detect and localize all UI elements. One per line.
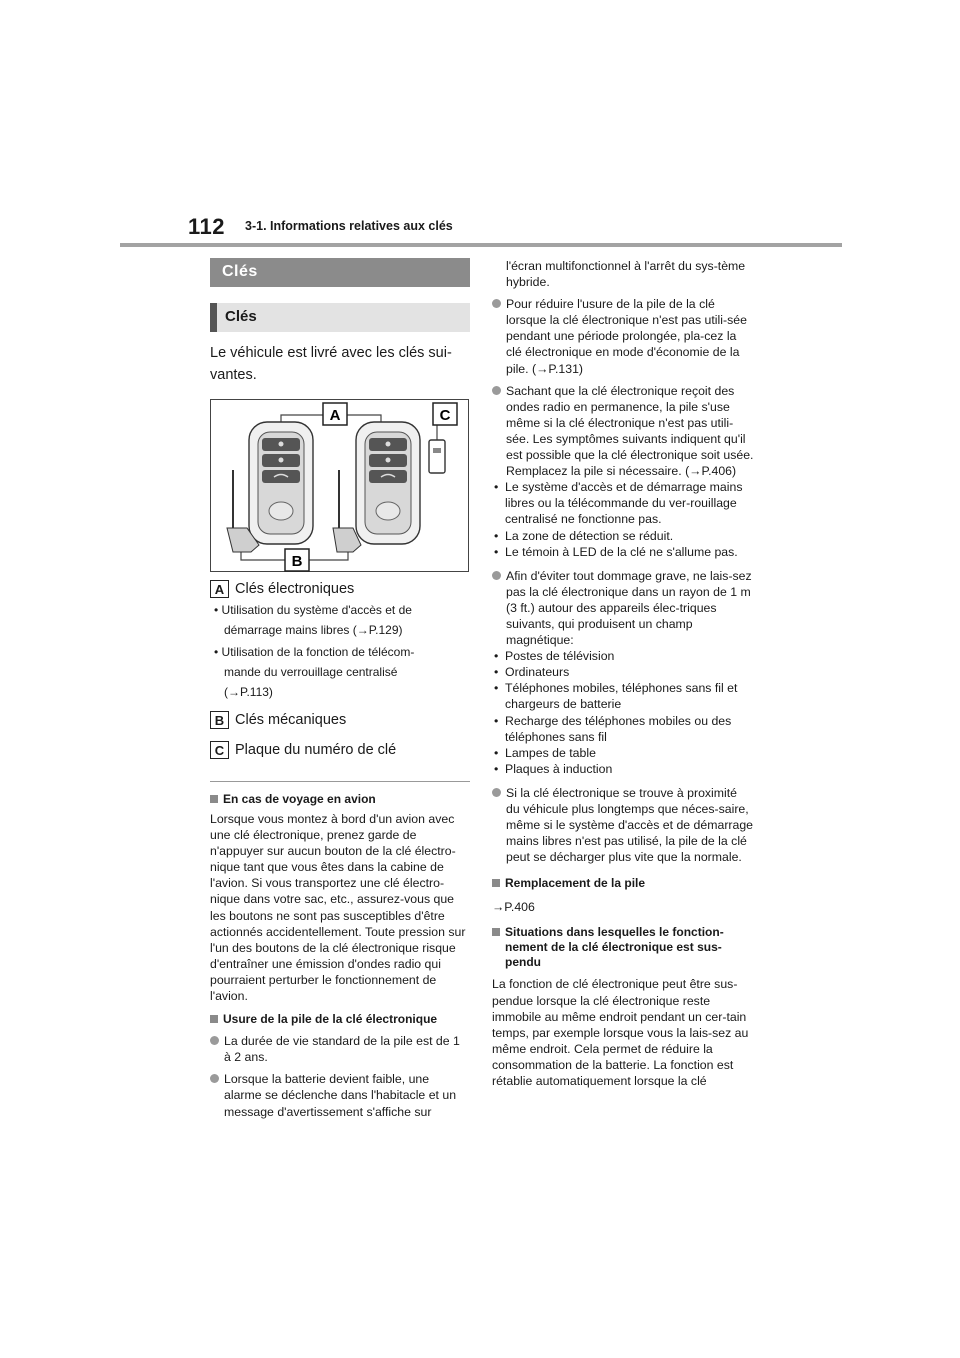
legend-item-c: [210, 741, 470, 759]
square-marker-icon: [492, 928, 500, 936]
battery-bullet-2: [210, 1071, 470, 1119]
battery-bullet-1: [210, 1033, 470, 1065]
square-marker-icon: [210, 1015, 218, 1023]
legend-label-c: Plaque du numéro de clé: [235, 742, 397, 758]
bullet-radio-waves: [492, 383, 754, 480]
bullet-dot-icon: [492, 299, 501, 308]
list-item: • Le système d'accès et de démarrage mains libres ou la télécommande du ver-rouillage centralisé ne fonctionne pas.: [492, 479, 754, 527]
chapter-title: 3-1. Informations relatives aux clés: [245, 219, 453, 233]
suspend-text: La fonction de clé électronique peut être sus-pendue lorsque la clé électronique reste immobile au même endroit pendant un cer-tain temps, par exemple lorsque vous la lais-sez au même endroit. Cela permet de réduire la consommation de la batterie. La fonction est rétablie automatiquement lorsque la clé: [492, 977, 749, 1089]
legend-letter-b: B: [210, 711, 229, 729]
bullet-reduce-wear: [492, 296, 754, 376]
replace-heading-text: Remplacement de la pile: [505, 876, 646, 891]
list-item: • La zone de détection se réduit.: [492, 528, 754, 544]
subitem-1-line2: démarrage mains libres (→P.129): [224, 623, 403, 637]
replace-heading: [492, 876, 754, 891]
bullet-avoid-damage: [492, 568, 754, 648]
bullet-proximity-text: Si la clé électronique se trouve à proximité du véhicule plus longtemps que néces-saire, même si le système d'accès et de démarrage mains libres n'est pas utilisé, la pile de la clé peut se décharger plus vite que la normale.: [506, 785, 754, 865]
travel-text: Lorsque vous montez à bord d'un avion avec une clé électronique, prenez garde de n'appuyer sur aucun bouton de la clé électro-nique tant que vous êtes dans la cabine de l'avion. Si vous transportez une clé électro-nique dans votre sac, etc., assurez-vous que les boutons ne sont pas susceptibles d'être actionnés accidentellement. Toute pression sur l'un des boutons de la clé électronique risque d'entraîner une émission d'ondes radio qui pourraient perturber le fonctionnement de l'avion.: [210, 812, 466, 1004]
subitem-2-line3: (→P.113): [224, 685, 273, 699]
callout-b-label: B: [291, 553, 303, 570]
keys-illustration: [210, 399, 469, 572]
travel-heading-text: En cas de voyage en avion: [223, 792, 376, 806]
list-item: • Recharge des téléphones mobiles ou des téléphones sans fil: [492, 713, 754, 745]
right-column: [492, 258, 754, 1089]
device-list: [492, 648, 754, 777]
continuation-text: l'écran multifonctionnel à l'arrêt du sys-tème hybride.: [506, 259, 746, 290]
electronic-key-1: [249, 422, 313, 544]
square-marker-icon: [492, 879, 500, 887]
battery-heading: [210, 1012, 470, 1027]
bullet-avoid-damage-text: Afin d'éviter tout dommage grave, ne lais-sez pas la clé électronique dans un rayon de 1 m (3 ft.) autour des appareils élec-triques suivants, qui produisent un champ magnétique:: [506, 568, 752, 648]
left-column: [210, 258, 470, 1120]
bullet-proximity: [492, 785, 754, 865]
legend-label-b: Clés mécaniques: [235, 712, 347, 728]
legend-a-subitem-2: • Utilisation de la fonction de télécom- mande du verrouillage centralisé (→P.113): [210, 642, 470, 702]
divider: [210, 781, 470, 782]
list-item: • Le témoin à LED de la clé ne s'allume pas.: [492, 544, 754, 560]
list-item: • Postes de télévision: [492, 648, 754, 664]
legend-label-a: Clés électroniques: [235, 581, 355, 597]
subitem-2-line2: mande du verrouillage centralisé: [224, 665, 398, 679]
battery-bullet-2-text: Lorsque la batterie devient faible, une alarme se déclenche dans l'habitacle et un message d'avertissement s'affiche sur: [224, 1072, 457, 1119]
electronic-key-2: [356, 422, 420, 544]
bullet-dot-icon: [210, 1036, 219, 1045]
legend-item-b: [210, 711, 470, 729]
bullet-dot-icon: [210, 1074, 219, 1083]
legend-item-a: [210, 580, 470, 598]
section-title: Clés: [210, 258, 470, 287]
list-item: • Téléphones mobiles, téléphones sans fil et chargeurs de batterie: [492, 680, 754, 712]
legend-letter-a: A: [210, 580, 229, 598]
subsection-title: Clés: [210, 303, 470, 332]
bullet-radio-waves-text: Sachant que la clé électronique reçoit des ondes radio en permanence, la pile s'use même si la clé électronique n'est pas utili-sée. Les symptômes suivants indiquent qu'il est possible que la clé électronique soit usée. Remplacez la pile si nécessaire. (→P.406): [506, 383, 754, 479]
subitem-1-line1: Utilisation du système d'accès et de: [221, 603, 412, 617]
header-rule: [120, 243, 842, 247]
legend-a-subitem-1: • Utilisation du système d'accès et de démarrage mains libres (→P.129): [210, 600, 470, 640]
battery-heading-text: Usure de la pile de la clé électronique: [223, 1012, 438, 1027]
square-marker-icon: [210, 795, 218, 803]
bullet-dot-icon: [492, 571, 501, 580]
page-number: 112: [188, 214, 225, 239]
bullet-reduce-wear-text: Pour réduire l'usure de la pile de la clé lorsque la clé électronique n'est pas utili-sée pendant une période prolongée, pla-cez la clé électronique en mode d'économie de la pile. (→P.131): [506, 297, 747, 376]
bullet-dot-icon: [492, 386, 501, 395]
list-item: • Ordinateurs: [492, 664, 754, 680]
travel-heading: [210, 792, 470, 807]
replace-reference: →P.406: [492, 900, 535, 915]
legend-letter-c: C: [210, 741, 229, 759]
list-item: • Lampes de table: [492, 745, 754, 761]
bullet-dot-icon: [492, 788, 501, 797]
symptom-list: [492, 479, 754, 559]
key-number-plate: [429, 440, 445, 473]
suspend-heading: [492, 925, 754, 970]
subitem-2-line1: Utilisation de la fonction de télécom-: [221, 645, 415, 659]
callout-a-label: A: [329, 407, 341, 424]
intro-text: Le véhicule est livré avec les clés sui-vantes.: [210, 345, 452, 383]
list-item: • Plaques à induction: [492, 761, 754, 777]
callout-c-label: C: [439, 407, 451, 424]
battery-bullet-1-text: La durée de vie standard de la pile est de 1 à 2 ans.: [224, 1034, 460, 1065]
suspend-heading-text: Situations dans lesquelles le fonction-nement de la clé électronique est sus-pendu: [505, 925, 724, 970]
